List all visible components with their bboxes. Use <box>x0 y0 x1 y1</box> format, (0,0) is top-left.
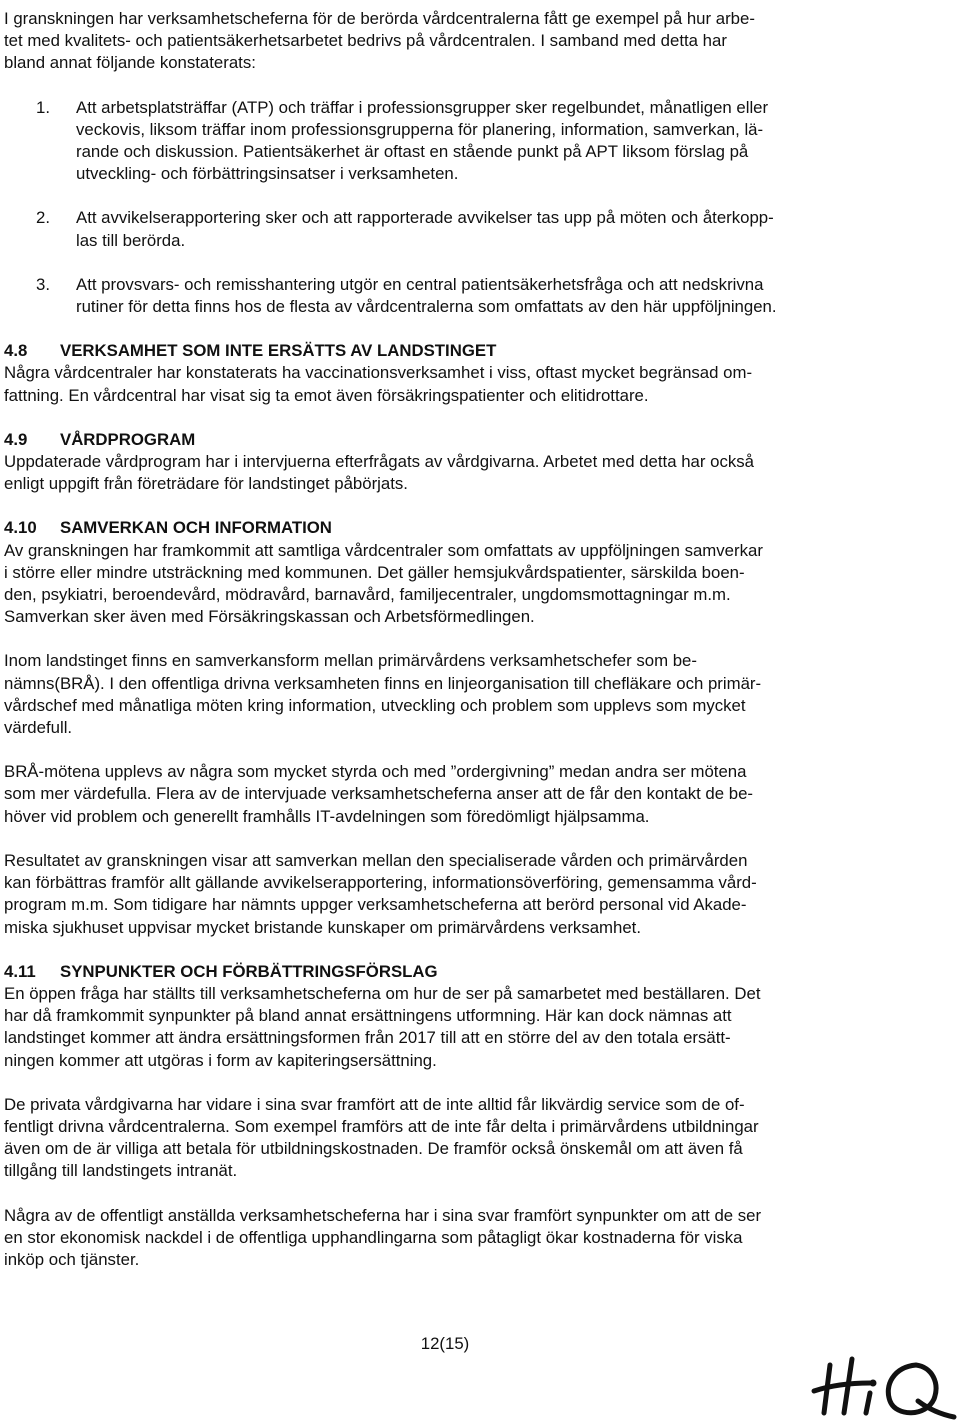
paragraph <box>4 850 884 939</box>
text-line: Av granskningen har framkommit att samtliga vårdcentraler som omfattats av uppföljningen samverkar <box>4 540 763 560</box>
text-line: Inom landstinget finns en samverkansform mellan primärvårdens verksamhetschefer som be- <box>4 651 697 671</box>
text-line: ningen kommer att utgöras i form av kapiteringsersättning. <box>4 1050 437 1070</box>
text-line: las till berörda. <box>76 230 186 250</box>
list-number: 1. <box>36 97 50 117</box>
list-item <box>4 274 884 318</box>
paragraph <box>4 1205 884 1272</box>
list-number: 2. <box>36 208 50 228</box>
text-line: BRÅ-mötena upplevs av några som mycket styrda och med ”ordergivning” medan andra ser mötena <box>4 762 747 782</box>
paragraph <box>4 451 884 495</box>
text-line: värdefull. <box>4 718 73 738</box>
section-4-10 <box>4 517 884 938</box>
text-line: Uppdaterade vårdprogram har i intervjuerna efterfrågats av vårdgivarna. Arbetet med detta har också <box>4 452 754 472</box>
text-line: rutiner för detta finns hos de flesta av vårdcentralerna som omfattats av den här uppföljningen. <box>76 297 777 317</box>
text-line: nämns(BRÅ). I den offentliga drivna verksamheten finns en linjeorganisation till chefläkare och primär- <box>4 673 762 693</box>
text-line: Att avvikelserapportering sker och att rapporterade avvikelser tas upp på möten och återkopp- <box>76 208 774 228</box>
text-line: fentligt drivna vårdcentralerna. Som exempel framförs att de inte får delta i primärvårdens utbildningar <box>4 1116 759 1136</box>
text-line: landstinget kommer att ändra ersättningsformen från 2017 till att en större del av den totala ersätt- <box>4 1028 731 1048</box>
text-line: som mer värdefulla. Flera av de intervjuade verksamhetscheferna anser att de får den kontakt de be- <box>4 784 754 804</box>
text-line: veckovis, liksom träffar inom professionsgrupperna för planering, information, samverkan, lä- <box>76 119 764 139</box>
list-number: 3. <box>36 274 50 294</box>
text-line: även om de är villiga att betala för utbildningskostnaden. De framför också önskemål om att även få <box>4 1139 743 1159</box>
section-number: 4.10 <box>4 518 37 538</box>
section-heading <box>4 429 884 451</box>
text-line: i större eller mindre utsträckning med kommunen. Det gäller hemsjukvårdspatienter, särskilda boen- <box>4 562 745 582</box>
findings-list <box>4 97 884 319</box>
section-heading <box>4 340 884 362</box>
paragraph <box>4 761 884 828</box>
intro-paragraph <box>4 8 884 75</box>
section-number: 4.8 <box>4 341 28 361</box>
text-line: enligt uppgift från företrädare för landstinget påbörjats. <box>4 474 408 494</box>
text-line: tet med kvalitets- och patientsäkerhetsarbetet bedrivs på vårdcentralen. I samband med detta har <box>4 31 727 51</box>
text-line: vårdschef med månatliga möten kring information, utveckling och problem som upplevs som mycket <box>4 695 746 715</box>
section-heading <box>4 517 884 539</box>
text-line: kan förbättras framför allt gällande avvikelserapportering, informationsöverföring, gemensamma vård- <box>4 873 757 893</box>
text-line: har då framkommit synpunkter på bland annat ersättningens utformning. Här kan dock nämnas att <box>4 1006 732 1026</box>
text-line: en stor ekonomisk nackdel i de offentliga upphandlingarna som påtagligt ökar kostnaderna för viska <box>4 1227 743 1247</box>
text-line: höver vid problem och generellt framhålls IT-avdelningen som föredömligt hjälpsamma. <box>4 806 650 826</box>
text-line: Samverkan sker även med Försäkringskassan och Arbetsförmedlingen. <box>4 607 535 627</box>
section-title: SYNPUNKTER OCH FÖRBÄTTRINGSFÖRSLAG <box>60 961 438 981</box>
list-item <box>4 207 884 251</box>
text-line: En öppen fråga har ställts till verksamhetscheferna om hur de ser på samarbetet med beställaren. Det <box>4 983 761 1003</box>
section-title: VERKSAMHET SOM INTE ERSÄTTS AV LANDSTINGET <box>60 341 497 361</box>
text-line: tillgång till landstingets intranät. <box>4 1161 238 1181</box>
text-line: fattning. En vårdcentral har visat sig ta emot även försäkringspatienter och elitidrottare. <box>4 385 649 405</box>
text-line: Att arbetsplatsträffar (ATP) och träffar i professionsgrupper sker regelbundet, månatligen eller <box>76 97 769 117</box>
section-4-11 <box>4 961 884 1271</box>
text-line: utveckling- och förbättringsinsatser i verksamheten. <box>76 164 459 184</box>
section-title: VÅRDPROGRAM <box>60 429 196 449</box>
hiq-logo <box>808 1325 958 1420</box>
text-line: bland annat följande konstaterats: <box>4 53 256 73</box>
text-line: rande och diskussion. Patientsäkerhet är oftast en stående punkt på APT liksom förslag på <box>76 142 749 162</box>
list-item <box>4 97 884 186</box>
paragraph <box>4 362 884 406</box>
text-line: miska sjukhuset uppvisar mycket bristande kunskaper om primärvårdens verksamhet. <box>4 917 642 937</box>
text-line: Några vårdcentraler har konstaterats ha vaccinationsverksamhet i viss, oftast mycket begränsad om- <box>4 363 753 383</box>
text-line: inköp och tjänster. <box>4 1249 140 1269</box>
section-heading <box>4 961 884 983</box>
paragraph <box>4 1094 884 1183</box>
section-4-8 <box>4 340 884 407</box>
section-number: 4.9 <box>4 429 28 449</box>
text-line: I granskningen har verksamhetscheferna för de berörda vårdcentralerna fått ge exempel på hur arbe- <box>4 9 755 28</box>
section-number: 4.11 <box>4 961 36 981</box>
text-line: den, psykiatri, beroendevård, mödravård, barnavård, familjecentraler, ungdomsmottagningar m.m. <box>4 585 731 605</box>
page-number: 12(15) <box>420 1334 470 1353</box>
text-line: Att provsvars- och remisshantering utgör en central patientsäkerhetsfråga och att nedskrivna <box>76 274 764 294</box>
text-line: De privata vårdgivarna har vidare i sina svar framfört att de inte alltid får likvärdig service som de of- <box>4 1094 745 1114</box>
text-line: Några av de offentligt anställda verksamhetscheferna har i sina svar framfört synpunkter om att de ser <box>4 1205 762 1225</box>
paragraph <box>4 983 884 1072</box>
text-line: Resultatet av granskningen visar att samverkan mellan den specialiserade vården och primärvården <box>4 850 748 870</box>
paragraph <box>4 650 884 739</box>
paragraph <box>4 540 884 629</box>
section-4-9 <box>4 429 884 496</box>
text-line: program m.m. Som tidigare har nämnts uppger verksamhetscheferna att berörd personal vid Akade- <box>4 895 747 915</box>
section-title: SAMVERKAN OCH INFORMATION <box>60 518 332 538</box>
document-page <box>4 8 884 1293</box>
